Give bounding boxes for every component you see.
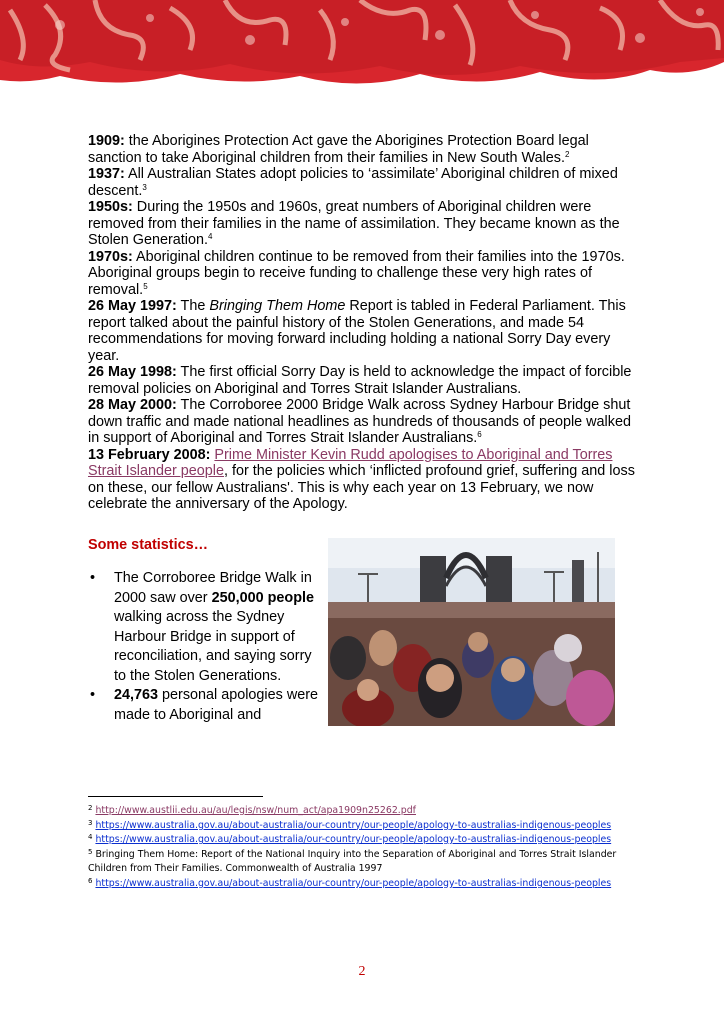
stat-figure: 250,000 people — [211, 589, 314, 606]
timeline-entry-1997 — [88, 298, 636, 364]
stat-text: walking across the Sydney Harbour Bridge in support of reconciliation, and saying sorry to the Stolen Generations. — [114, 609, 312, 684]
timeline-entry-1970s — [88, 249, 636, 299]
footnote-3 — [88, 819, 628, 834]
footnote-ref[interactable]: 3 — [142, 182, 147, 192]
header-art-banner — [0, 0, 724, 100]
statistics-list — [88, 569, 320, 725]
footnote-ref[interactable]: 4 — [208, 232, 213, 241]
timeline-text: , for the policies which ‘inflicted profound grief, suffering and loss on these, our fellow Australians'. This is why each year on 13 February, we now celebrate the anniversary of the Apology. — [88, 463, 635, 512]
report-title: Bringing Them Home — [209, 298, 346, 314]
timeline-entry-2008 — [88, 447, 636, 513]
timeline-date: 1909: — [88, 133, 125, 149]
footnote-number: 6 — [88, 876, 93, 885]
footnote-ref[interactable]: 2 — [564, 149, 570, 159]
list-item — [88, 686, 320, 725]
footnote-ref[interactable]: 5 — [143, 281, 148, 291]
stat-text: The Corroboree Bridge Walk in 2000 saw over — [114, 570, 312, 606]
list-item — [88, 569, 320, 686]
footnote-number: 2 — [88, 804, 93, 812]
footnote-number: 4 — [88, 833, 93, 842]
timeline-text: All Australian States adopt policies to ‘assimilate’ Aboriginal children of mixed descent. — [88, 166, 618, 199]
timeline-date: 13 February 2008: — [88, 446, 211, 463]
footnote-5 — [88, 848, 628, 877]
footnote-link[interactable]: https://www.australia.gov.au/about-australia/our-country/our-people/apology-to-australias-indigenous-peoples — [95, 819, 612, 831]
footnote-separator — [88, 796, 263, 797]
footnote-4 — [88, 833, 628, 848]
timeline-date: 28 May 2000: — [88, 397, 177, 413]
timeline-date: 1950s: — [88, 199, 133, 215]
bridge-walk-photo — [328, 538, 615, 726]
footnotes — [88, 804, 628, 892]
timeline-text: Report is tabled in Federal Parliament. This report talked about the painful history of the Stolen Generations, and made 54 recommendations for moving forward including holding a national Sorry Day every year. — [88, 298, 626, 364]
timeline-date: 26 May 1998: — [88, 364, 177, 380]
stat-figure: 24,763 — [114, 687, 159, 703]
footnote-6 — [88, 877, 628, 892]
timeline — [88, 133, 636, 513]
footnote-text: Bringing Them Home: Report of the National Inquiry into the Separation of Aboriginal and Torres Strait Islander Children from Their Families. Commonwealth of Australia 1997 — [88, 848, 617, 875]
timeline-entry-1937 — [88, 166, 636, 199]
timeline-text-lead: The — [176, 298, 210, 314]
timeline-entry-2000 — [88, 397, 636, 447]
page-number: 2 — [358, 964, 366, 979]
timeline-text: The Corroboree 2000 Bridge Walk across Sydney Harbour Bridge shut down traffic and made national headlines as hundreds of thousands of people walked in support of Aboriginal and Torres Strait Islander Australians. — [88, 397, 631, 446]
timeline-text: The first official Sorry Day is held to acknowledge the impact of forcible removal policies on Aboriginal and Torres Strait Islander Australians. — [88, 364, 632, 397]
stat-text: personal apologies were made to Aboriginal and — [114, 687, 319, 723]
timeline-text: Aboriginal children continue to be removed from their families into the 1970s. Aboriginal groups begin to receive funding to challenge these very high rates of removal. — [88, 248, 625, 298]
footnote-number: 3 — [88, 818, 93, 827]
timeline-date: 1937: — [88, 166, 125, 182]
timeline-text: During the 1950s and 1960s, great numbers of Aboriginal children were removed from their families in the name of assimilation. They became known as the Stolen Generation. — [88, 199, 620, 248]
footnote-link[interactable]: https://www.australia.gov.au/about-australia/our-country/our-people/apology-to-australias-indigenous-peoples — [95, 877, 612, 889]
statistics-heading: Some statistics… — [88, 537, 208, 553]
apology-link[interactable]: Prime Minister Kevin Rudd apologises to Aboriginal and Torres Strait Islander people — [88, 446, 613, 479]
timeline-entry-1998 — [88, 364, 636, 397]
timeline-text: the Aborigines Protection Act gave the Aborigines Protection Board legal sanction to take Aboriginal children from their families in New South Wales. — [88, 133, 589, 166]
footnote-number: 5 — [88, 847, 93, 856]
bullet-icon: • — [90, 570, 96, 586]
footnote-2 — [88, 804, 628, 819]
timeline-date: 26 May 1997: — [88, 298, 177, 314]
bullet-icon: • — [90, 687, 96, 703]
footnote-ref[interactable]: 6 — [477, 430, 482, 439]
timeline-entry-1909 — [88, 133, 636, 166]
footnote-link[interactable]: http://www.austlii.edu.au/au/legis/nsw/num_act/apa1909n25262.pdf — [95, 805, 416, 816]
timeline-entry-1950s — [88, 199, 636, 249]
footnote-link[interactable]: https://www.australia.gov.au/about-australia/our-country/our-people/apology-to-australias-indigenous-peoples — [95, 834, 612, 846]
timeline-date: 1970s: — [88, 248, 133, 265]
